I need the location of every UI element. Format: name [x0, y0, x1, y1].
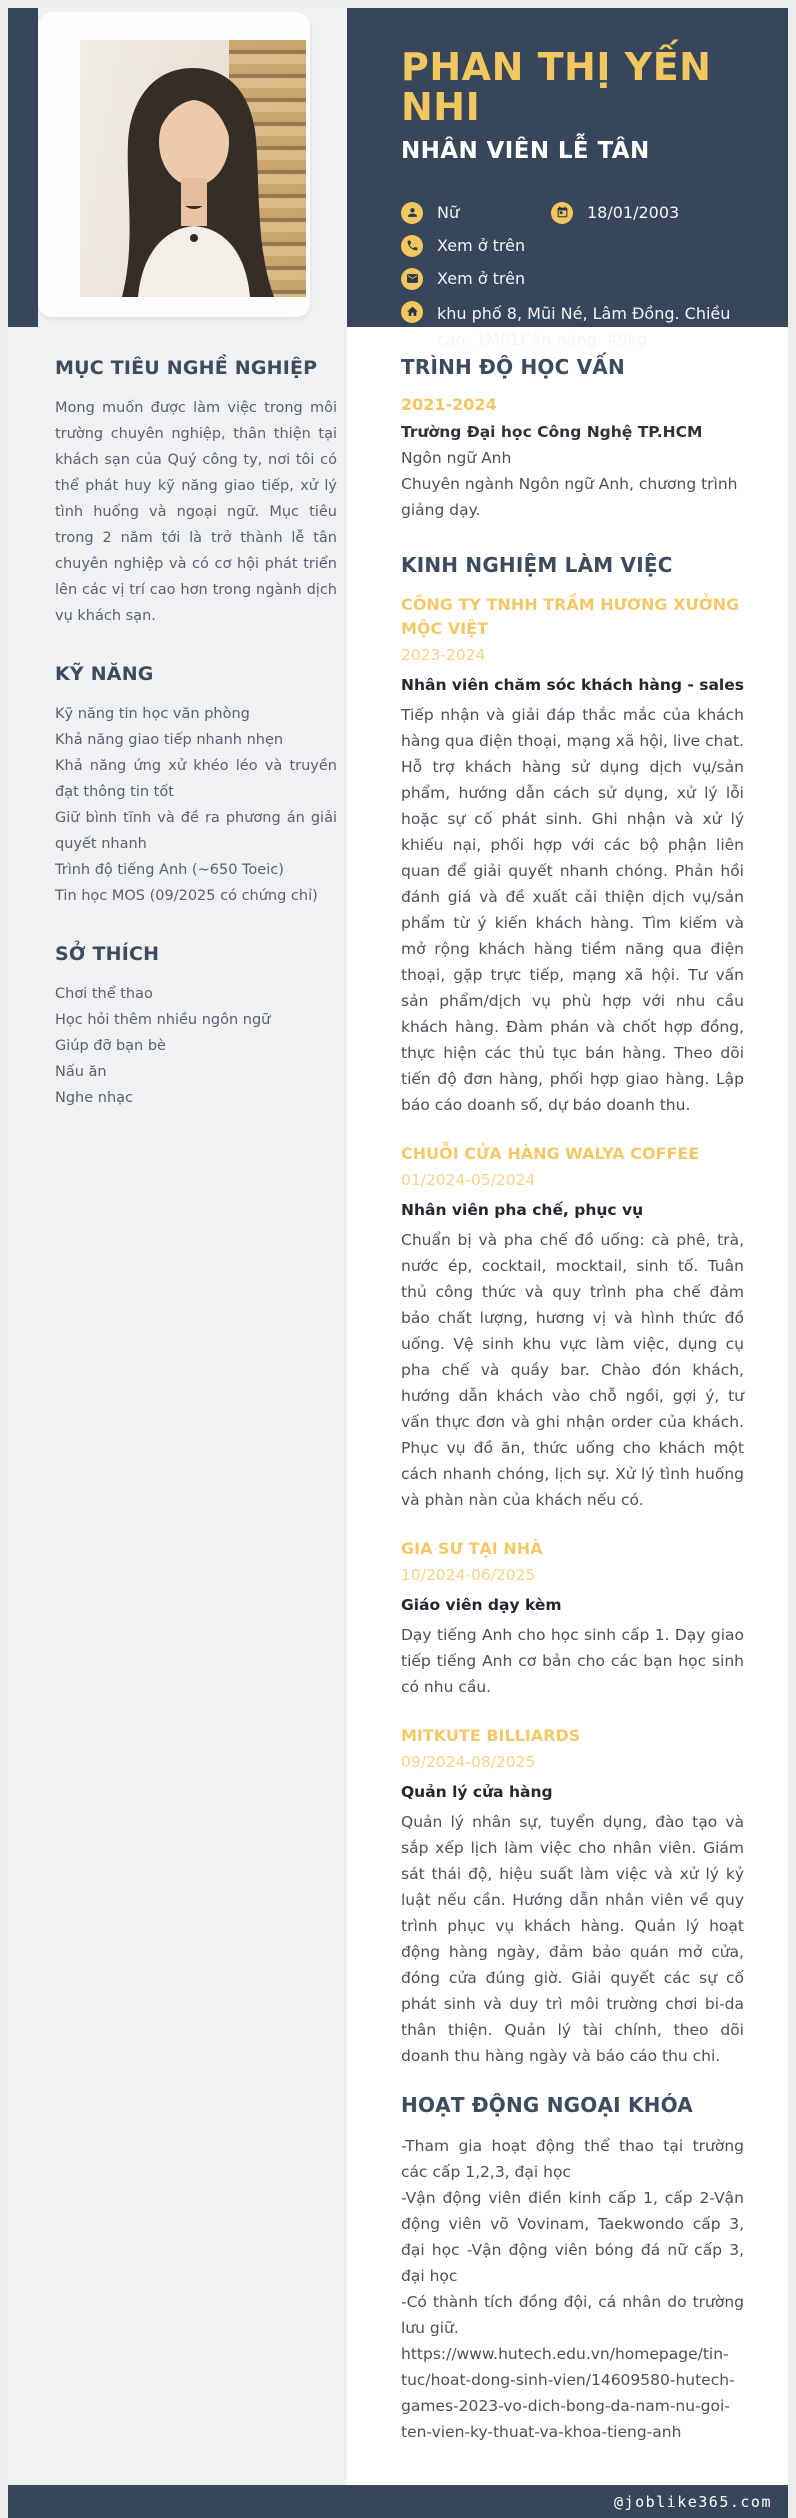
- job-period: 2023-2024: [401, 646, 486, 664]
- contact-birthdate: [551, 202, 679, 224]
- skill-item: Tin học MOS (09/2025 có chứng chỉ): [55, 888, 318, 904]
- skill-item: Giữ bình tĩnh và đề ra phương án giải quyết nhanh: [55, 810, 337, 852]
- job-period: 09/2024-08/2025: [401, 1753, 536, 1771]
- activity-line: -Tham gia hoạt động thể thao tại trường các cấp 1,2,3, đại học: [401, 2137, 744, 2181]
- skill-item: Khả năng ứng xử khéo léo và truyền đạt thông tin tốt: [55, 758, 337, 800]
- home-icon: [401, 301, 423, 323]
- contact-row: [401, 268, 770, 290]
- job-role: Nhân viên chăm sóc khách hàng - sales: [401, 676, 744, 694]
- footer-bar: [8, 2485, 788, 2518]
- education-school: Trường Đại học Công Nghệ TP.HCM: [401, 423, 703, 441]
- job-description: Quản lý nhân sự, tuyển dụng, đào tạo và sắp xếp lịch làm việc cho nhân viên. Giám sát thái độ, hiệu suất làm việc và xử lý kỷ luật nếu cần. Hướng dẫn nhân viên về quy trình phục vụ khách hàng. Quản lý hoạt động hàng ngày, đảm bảo quán mở cửa, đóng cửa đúng giờ. Giải quyết các sự cố phát sinh và duy trì môi trường chơi bi-da thân thiện. Quản lý tài chính, theo dõi doanh thu hàng ngày và báo cáo thu chi.: [401, 1813, 744, 2065]
- job-description: Chuẩn bị và pha chế đồ uống: cà phê, trà, nước ép, cocktail, mocktail, sinh tố. Tuân thủ công thức và quy trình pha chế đảm bảo chất lượng, hương vị và hình thức đồ uống. Vệ sinh khu vực làm việc, dụng cụ pha chế và quầy bar. Chào đón khách, hướng dẫn khách vào chỗ ngồi, gợi ý, tư vấn thực đơn và ghi nhận order của khách. Phục vụ đồ ăn, thức uống cho khách một cách nhanh chóng, lịch sự. Xử lý tình huống và phàn nàn của khách nếu có.: [401, 1231, 744, 1509]
- photo-card: [38, 12, 310, 317]
- job-entry: [401, 593, 744, 1118]
- education-description: Chuyên ngành Ngôn ngữ Anh, chương trình giảng dạy.: [401, 475, 738, 519]
- contact-phone-value: Xem ở trên: [437, 235, 526, 255]
- header-photo-area: [8, 8, 347, 327]
- section-objective: [55, 357, 337, 629]
- skills-heading: KỸ NĂNG: [55, 663, 154, 685]
- header: [8, 8, 788, 349]
- watermark: @joblike365.com: [614, 2492, 772, 2511]
- hobby-item: Nghe nhạc: [55, 1090, 134, 1106]
- cv-sheet: [8, 8, 788, 2518]
- contact-birthdate-value: 18/01/2003: [587, 202, 680, 222]
- person-icon: [401, 202, 423, 224]
- activity-line: -Có thành tích đồng đội, cá nhân do trường lưu giữ.: [401, 2293, 744, 2337]
- job-role: Nhân viên pha chế, phục vụ: [401, 1201, 644, 1219]
- mail-icon: [401, 268, 423, 290]
- hobby-item: Chơi thể thao: [55, 986, 153, 1002]
- contact-row: [401, 202, 770, 224]
- job-company: CÔNG TY TNHH TRẦM HƯƠNG XƯỞNG MỘC VIỆT: [401, 595, 740, 638]
- job-period: 10/2024-06/2025: [401, 1566, 536, 1584]
- job-role: Quản lý cửa hàng: [401, 1783, 553, 1801]
- candidate-title: NHÂN VIÊN LỄ TÂN: [401, 137, 650, 164]
- contact-email: [401, 268, 525, 290]
- main-column: [347, 327, 788, 2485]
- contact-gender: [401, 202, 551, 224]
- experience-heading: KINH NGHIỆM LÀM VIỆC: [401, 553, 673, 577]
- accent-strip: [8, 8, 38, 327]
- section-activities: [401, 2093, 744, 2445]
- section-hobbies: [55, 943, 337, 1111]
- activities-heading: HOẠT ĐỘNG NGOẠI KHÓA: [401, 2093, 693, 2117]
- calendar-icon: [551, 202, 573, 224]
- education-major: Ngôn ngữ Anh: [401, 449, 512, 467]
- job-company: MITKUTE BILLIARDS: [401, 1726, 581, 1745]
- contact-row: [401, 235, 770, 257]
- objective-heading: MỤC TIÊU NGHỀ NGHIỆP: [55, 357, 318, 379]
- job-entry: [401, 1724, 744, 2069]
- hobby-item: Học hỏi thêm nhiều ngôn ngữ: [55, 1012, 271, 1028]
- section-education: [401, 355, 744, 523]
- contact-address-value: khu phố 8, Mũi Né, Lâm Đồng. Chiều cao: 1M61Cân nặng: 49kg: [437, 303, 731, 349]
- skill-item: Kỹ năng tin học văn phòng: [55, 706, 250, 722]
- contact-gender-value: Nữ: [437, 202, 460, 222]
- header-info: [347, 8, 788, 349]
- job-entry: [401, 1537, 744, 1700]
- hobbies-heading: SỞ THÍCH: [55, 943, 160, 965]
- job-description: Dạy tiếng Anh cho học sinh cấp 1. Dạy giao tiếp tiếng Anh cơ bản cho các bạn học sinh có nhu cầu.: [401, 1626, 744, 1696]
- job-period: 01/2024-05/2024: [401, 1171, 536, 1189]
- section-experience: [401, 553, 744, 2069]
- job-entry: [401, 1142, 744, 1513]
- body: [8, 327, 788, 2485]
- candidate-name: PHAN THỊ YẾN NHI: [401, 45, 712, 129]
- job-company: CHUỖI CỬA HÀNG WALYA COFFEE: [401, 1144, 700, 1163]
- job-company: GIA SƯ TẠI NHÀ: [401, 1539, 543, 1558]
- education-period: 2021-2024: [401, 395, 497, 414]
- job-description: Tiếp nhận và giải đáp thắc mắc của khách hàng qua điện thoại, mạng xã hội, live chat. Hỗ trợ khách hàng sử dụng dịch vụ/sản phẩm, hướng dẫn cách sử dụng, xử lý lỗi hoặc sự cố phát sinh. Ghi nhận và xử lý khiếu nại, phối hợp với các bộ phận liên quan để giải quyết nhanh chóng. Phản hồi đánh giá và đề xuất cải thiện dịch vụ/sản phẩm từ ý kiến khách hàng. Tìm kiếm và mở rộng khách hàng tiềm năng qua điện thoại, gặp trực tiếp, mạng xã hội. Tư vấn sản phẩm/dịch vụ phù hợp với nhu cầu khách hàng. Đàm phán và chốt hợp đồng, thực hiện các thủ tục bán hàng. Theo dõi tiến độ đơn hàng, phối hợp giao hàng. Lập báo cáo doanh số, dự báo doanh thu.: [401, 706, 744, 1114]
- profile-photo: [80, 40, 306, 297]
- hobby-item: Nấu ăn: [55, 1064, 107, 1080]
- hobby-item: Giúp đỡ bạn bè: [55, 1038, 166, 1054]
- activity-line: -Vận động viên điền kinh cấp 1, cấp 2-Vận động viên võ Vovinam, Taekwondo cấp 3, đại học -Vận động viên bóng đá nữ cấp 3, đại học: [401, 2189, 744, 2285]
- sidebar: [8, 327, 347, 2485]
- phone-icon: [401, 235, 423, 257]
- section-skills: [55, 663, 337, 909]
- contact-phone: [401, 235, 525, 257]
- objective-text: Mong muốn được làm việc trong môi trường chuyên nghiệp, thân thiện tại khách sạn của Quý công ty, nơi tôi có thể phát huy kỹ năng giao tiếp, xử lý tình huống và ngoại ngữ. Mục tiêu trong 2 năm tới là trở thành lễ tân chuyên nghiệp và có cơ hội phát triển lên các vị trí cao hơn trong ngành dịch vụ khách sạn.: [55, 400, 337, 624]
- education-heading: TRÌNH ĐỘ HỌC VẤN: [401, 355, 625, 379]
- contact-email-value: Xem ở trên: [437, 268, 526, 288]
- portrait-silhouette: [80, 40, 306, 297]
- hobbies-list: [55, 981, 337, 1111]
- skill-item: Trình độ tiếng Anh (~650 Toeic): [55, 862, 284, 878]
- job-role: Giáo viên dạy kèm: [401, 1596, 562, 1614]
- activity-link[interactable]: https://www.hutech.edu.vn/homepage/tin-tuc/hoat-dong-sinh-vien/14609580-hutech-games-2023-vo-dich-bong-da-nam-nu-goi-ten-vien-ky-thuat-va-khoa-tieng-anh: [401, 2345, 735, 2441]
- skill-item: Khả năng giao tiếp nhanh nhẹn: [55, 732, 284, 748]
- skills-list: [55, 701, 337, 909]
